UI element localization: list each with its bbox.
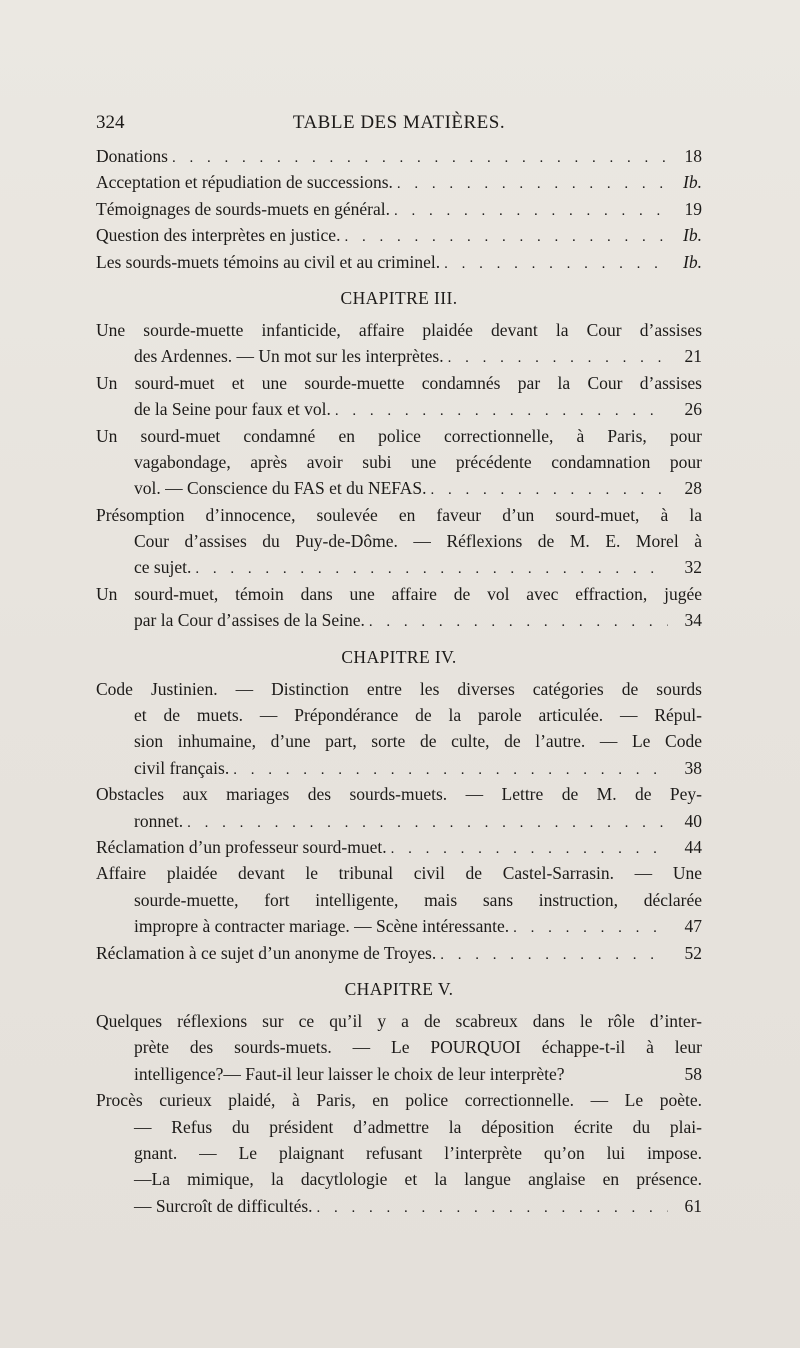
toc-entry-line	[96, 1140, 702, 1166]
toc-entry-text: des Ardennes. — Un mot sur les interprètes.	[134, 346, 444, 367]
toc-entry-line	[96, 1087, 702, 1113]
toc-entry-line	[96, 834, 702, 860]
toc-entry-line	[96, 554, 702, 580]
toc-entry	[96, 860, 702, 939]
toc-page-number: 18	[684, 146, 702, 166]
toc-entry-text: Affaire plaidée devant le tribunal civil de Castel-Sarrasin. — Une	[96, 863, 702, 884]
toc-entry	[96, 423, 702, 502]
toc-entry-text: Quelques réflexions sur ce qu’il y a de scabreux dans le rôle d’inter-	[96, 1010, 702, 1031]
toc-entry-text: ce sujet.	[134, 557, 192, 578]
toc-page-number: 40	[684, 810, 702, 831]
toc-entry-line	[96, 1166, 702, 1192]
toc-page-number: 26	[684, 399, 702, 420]
toc-page-number: 32	[684, 557, 702, 578]
dot-leader	[509, 915, 668, 939]
toc-entry-text: Acceptation et répudiation de successions.	[96, 172, 393, 193]
toc-entry-text: Réclamation d’un professeur sourd-muet.	[96, 836, 387, 857]
toc-entry-text: Les sourds-muets témoins au civil et au criminel.	[96, 251, 441, 272]
toc-page-number: 47	[684, 916, 702, 937]
toc-entry-text: Un sourd-muet et une sourde-muette condamnés par la Cour d’assises	[96, 372, 702, 393]
toc-entry-line	[96, 370, 702, 396]
toc-entry-text: Donations	[96, 146, 168, 166]
toc-entry-text: intelligence?— Faut-il leur laisser le choix de leur interprète?	[134, 1063, 565, 1084]
toc-entry-line	[96, 808, 702, 834]
dot-leader	[393, 171, 668, 195]
toc-entry-text: Réclamation à ce sujet d’un anonyme de Troyes.	[96, 942, 437, 963]
toc-entry-text: impropre à contracter mariage. — Scène intéressante.	[134, 916, 510, 937]
toc-entry-line	[96, 887, 702, 913]
toc-page-number: Ib.	[683, 225, 702, 246]
toc-entry	[96, 834, 702, 860]
toc-entry-line	[96, 581, 702, 607]
toc-entry-line	[96, 1008, 702, 1034]
toc-entry-text: — Surcroît de difficultés.	[134, 1195, 313, 1216]
toc-entry-line	[96, 475, 702, 501]
dot-leader	[331, 398, 668, 422]
toc-entry-line	[96, 676, 702, 702]
toc-entry-line	[96, 222, 702, 248]
toc-entry-line	[96, 343, 702, 369]
dot-leader	[168, 145, 668, 169]
toc-entry-text: prète des sourds-muets. — Le POURQUOI échappe-t-il à leur	[134, 1037, 702, 1058]
toc-entry-text: gnant. — Le plaignant refusant l’interprète qu’on lui impose.	[134, 1142, 702, 1163]
toc-entry-line	[96, 1061, 702, 1087]
dot-leader	[365, 609, 668, 633]
toc-entry	[96, 370, 702, 423]
toc-entry-line	[96, 196, 702, 222]
toc-entry-text: Question des interprètes en justice.	[96, 225, 341, 246]
toc-entry-text: sourde-muette, fort intelligente, mais sans instruction, déclarée	[134, 889, 702, 910]
toc-page-number: 52	[684, 942, 702, 963]
toc-entry-line	[96, 396, 702, 422]
toc-page-number: 19	[684, 198, 702, 219]
toc-entry-line	[96, 781, 702, 807]
toc-entry-text: de la Seine pour faux et vol.	[134, 399, 331, 420]
page-number: 324	[96, 112, 125, 133]
toc-entry-line	[96, 423, 702, 449]
dot-leader	[390, 198, 668, 222]
dot-leader	[229, 757, 668, 781]
toc-entry-line	[96, 940, 702, 966]
toc-entry-line	[96, 607, 702, 633]
toc-entry-line	[96, 143, 702, 169]
dot-leader	[444, 345, 668, 369]
toc-entry-text: —La mimique, la dacytlologie et la langue anglaise en présence.	[134, 1169, 702, 1190]
toc-entry-text: Témoignages de sourds-muets en général.	[96, 198, 391, 219]
toc-entry-text: par la Cour d’assises de la Seine.	[134, 610, 365, 631]
toc-entry-text: vol. — Conscience du FAS et du NEFAS.	[134, 478, 427, 499]
toc-entry-text: et de muets. — Prépondérance de la parole articulée. — Répul-	[134, 705, 702, 726]
toc-page-number: 58	[684, 1063, 702, 1084]
table-of-contents	[96, 143, 702, 1219]
toc-entry	[96, 940, 702, 966]
toc-entry-text: Obstacles aux mariages des sourds-muets. — Lettre de M. de Pey-	[96, 784, 702, 805]
toc-entry-line	[96, 169, 702, 195]
toc-entry-text: Présomption d’innocence, soulevée en faveur d’un sourd-muet, à la	[96, 504, 702, 525]
toc-entry-text: Un sourd-muet, témoin dans une affaire de vol avec effraction, jugée	[96, 583, 702, 604]
toc-entry	[96, 581, 702, 634]
chapter-heading: CHAPITRE V.	[344, 978, 454, 999]
dot-leader	[340, 224, 668, 248]
toc-entry-line	[96, 1114, 702, 1140]
dot-leader	[436, 942, 668, 966]
toc-entry-text: civil français.	[134, 757, 230, 778]
toc-entry-line	[96, 728, 702, 754]
toc-entry-line	[96, 702, 702, 728]
dot-leader	[387, 836, 668, 860]
toc-entry-line	[96, 528, 702, 554]
chapter-heading: CHAPITRE III.	[340, 287, 458, 308]
toc-entry-line	[96, 449, 702, 475]
toc-entry-line	[96, 913, 702, 939]
toc-entry-text: Code Justinien. — Distinction entre les diverses catégories de sourds	[96, 678, 702, 699]
toc-entry	[96, 249, 702, 275]
toc-entry	[96, 781, 702, 834]
toc-entry-text: ronnet.	[134, 810, 184, 831]
running-title: TABLE DES MATIÈRES.	[292, 112, 506, 133]
toc-entry-text: vagabondage, après avoir subi une précédente condamnation pour	[134, 451, 702, 472]
toc-entry	[96, 502, 702, 581]
toc-entry-line	[96, 755, 702, 781]
dot-leader	[426, 477, 668, 501]
toc-entry	[96, 169, 702, 195]
toc-entry-text: — Refus du président d’admettre la déposition écrite du plai-	[134, 1116, 702, 1137]
chapter-heading: CHAPITRE IV.	[341, 646, 457, 667]
toc-entry-text: Procès curieux plaidé, à Paris, en police correctionnelle. — Le poète.	[96, 1090, 702, 1111]
dot-leader	[183, 810, 668, 834]
toc-entry-text: Cour d’assises du Puy-de-Dôme. — Réflexions de M. E. Morel à	[134, 531, 702, 552]
dot-leader	[313, 1195, 668, 1219]
toc-entry-text: Une sourde-muette infanticide, affaire plaidée devant la Cour d’assises	[96, 319, 702, 340]
toc-entry	[96, 676, 702, 782]
page-header	[96, 112, 702, 142]
toc-entry	[96, 1008, 702, 1087]
toc-page-number: 34	[684, 610, 702, 631]
toc-entry-line	[96, 249, 702, 275]
toc-entry-text: sion inhumaine, d’une part, sorte de culte, de l’autre. — Le Code	[134, 731, 702, 752]
toc-entry-line	[96, 1193, 702, 1219]
toc-page-number: 28	[684, 478, 702, 499]
toc-page-number: 61	[684, 1195, 702, 1216]
toc-entry	[96, 143, 702, 169]
toc-page-number: 21	[684, 346, 702, 367]
toc-entry	[96, 222, 702, 248]
toc-entry	[96, 196, 702, 222]
toc-entry-line	[96, 1034, 702, 1060]
dot-leader	[440, 251, 668, 275]
toc-page-number: Ib.	[683, 251, 702, 272]
toc-entry-text: Un sourd-muet condamné en police correctionnelle, à Paris, pour	[96, 425, 702, 446]
toc-page-number: 38	[684, 757, 702, 778]
toc-entry-line	[96, 317, 702, 343]
dot-leader	[191, 556, 668, 580]
toc-entry-line	[96, 860, 702, 886]
toc-entry	[96, 317, 702, 370]
toc-page-number: Ib.	[683, 172, 702, 193]
toc-entry-line	[96, 502, 702, 528]
toc-page-number: 44	[684, 836, 702, 857]
toc-entry	[96, 1087, 702, 1219]
